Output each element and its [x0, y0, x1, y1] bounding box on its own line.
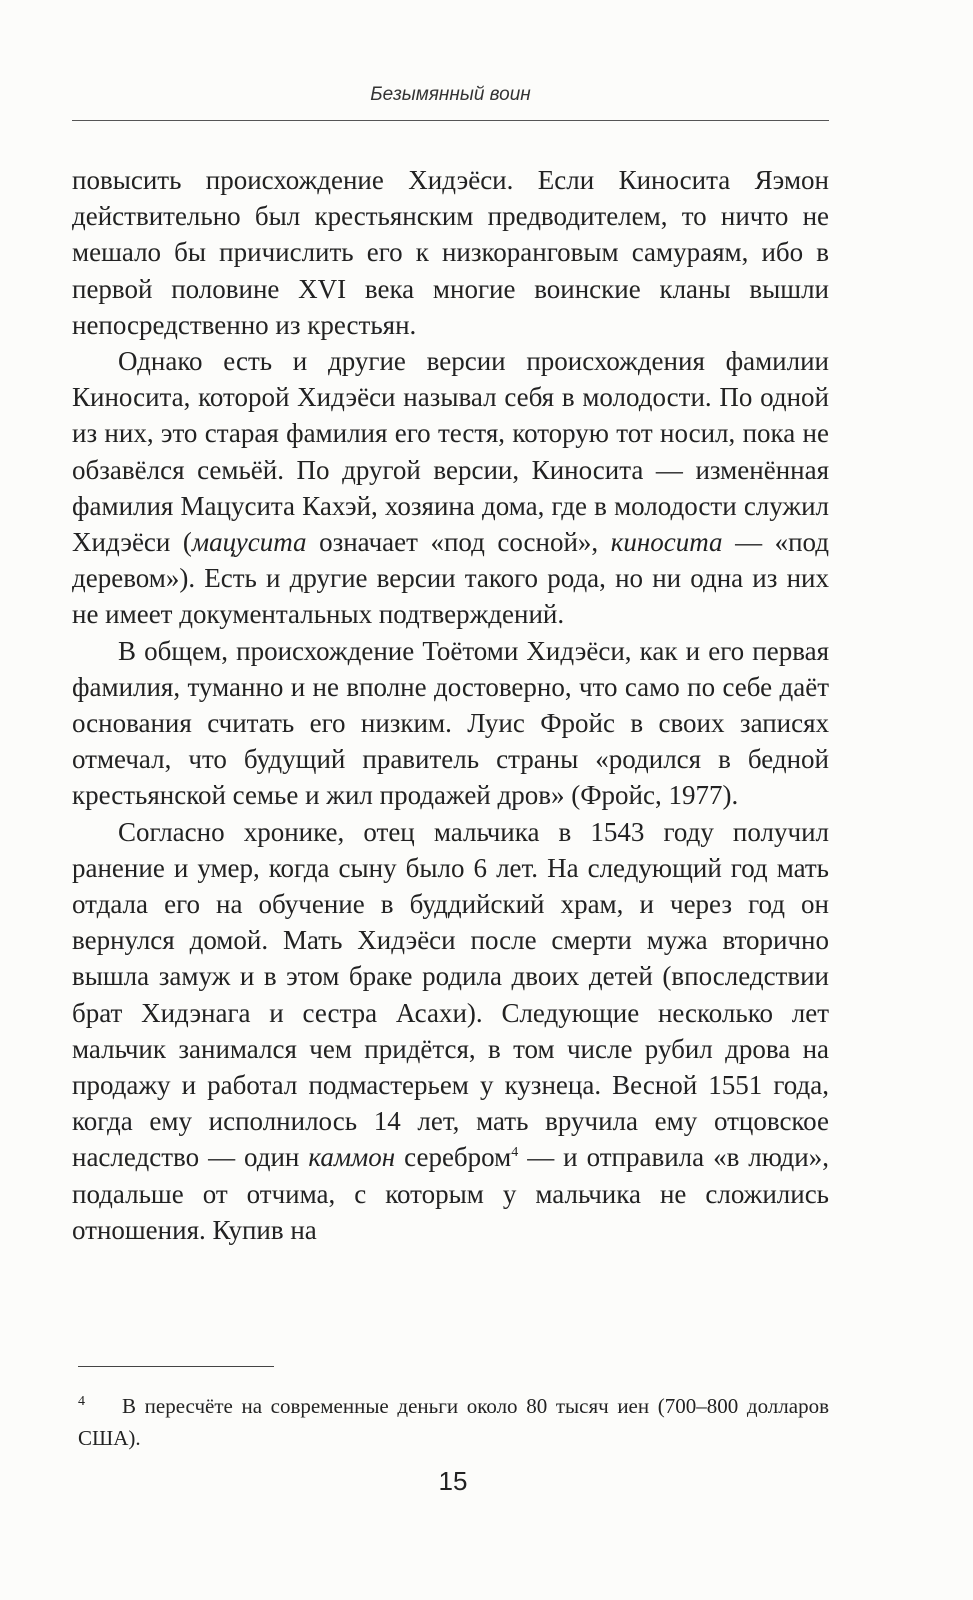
term-kinoshita: киносита: [610, 527, 723, 558]
paragraph-4-text-b: серебром: [395, 1142, 512, 1173]
paragraph-2-text-a: Однако есть и другие версии происхождения фамилии Киносита, которой Хидэёси называл себя в молодости. По одной из них, это старая фамилия его тестя, которую тот носил, пока не обзавёлся семьёй. По другой версии, Киносита — изменённая фамилия Мацусита Кахэй, хозяина дома, где в молодости служил Хидэёси (: [72, 346, 829, 558]
main-text: [72, 162, 829, 1248]
footnote-rule: [78, 1366, 274, 1367]
footnote: 4 В пересчёте на современные деньги около 80 тысяч иен (700–800 долларов США).: [78, 1394, 829, 1450]
paragraph-2-text-b: означает «под сосной»,: [306, 527, 611, 558]
term-matsushita: мацусита: [191, 527, 307, 558]
paragraph-3: В общем, происхождение Тоётоми Хидэёси, как и его первая фамилия, туманно и не вполне достоверно, что само по себе даёт основания считать его низким. Луис Фройс в своих записях отмечал, что будущий правитель страны «родился в бедной крестьянской семье и жил продажей дров» (Фройс, 1977).: [72, 635, 829, 811]
paragraph-4: [72, 814, 829, 1248]
paragraph-4-text-c: — и отправила «в люди», подальше от отчима, с которым у мальчика не сложились отношения. Купив на: [72, 1142, 829, 1245]
header-rule: [72, 120, 829, 121]
paragraph-4-text-a: Согласно хронике, отец мальчика в 1543 году получил ранение и умер, когда сыну было 6 лет. На следующий год мать отдала его на обучение в буддийский храм, и через год он вернулся домой. Мать Хидэёси после смерти мужа вторично вышла замуж и в этом браке родила двоих детей (впоследствии брат Хидэнага и сестра Асахи). Следующие несколько лет мальчик занимался чем придётся, в том числе рубил дрова на продажу и работал подмастерьем у кузнеца. Весной 1551 года, когда ему исполнилось 14 лет, мать вручила ему отцовское наследство — один: [72, 816, 829, 1173]
footnote-reference[interactable]: 4: [511, 1145, 519, 1161]
page-number: 15: [438, 1466, 468, 1496]
term-kammon: каммон: [308, 1142, 396, 1173]
paragraph-2: [72, 343, 829, 633]
footnote-text: В пересчёте на современные деньги около 80 тысяч иен (700–800 долларов США).: [78, 1394, 829, 1450]
running-head: Безымянный воин: [370, 84, 531, 105]
paragraph-1: повысить происхождение Хидэёси. Если Киносита Яэмон действительно был крестьянским предводителем, то ничто не мешало бы причислить его к низкоранговым самураям, ибо в первой половине XVI века многие воинские кланы вышли непосредственно из крестьян.: [72, 165, 829, 340]
paragraph-2-text-c: — «под деревом»). Есть и другие версии такого рода, но ни одна из них не имеет документальных подтверждений.: [72, 527, 829, 630]
